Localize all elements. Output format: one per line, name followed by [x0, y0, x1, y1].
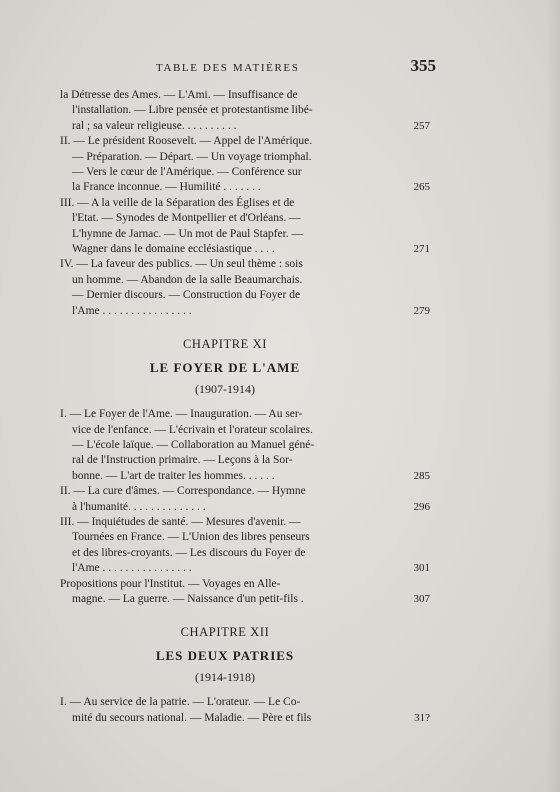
- toc-entry: [60, 407, 430, 484]
- toc-entry-line: Wagner dans le domaine ecclésiastique . . . .: [72, 243, 275, 256]
- toc-entry-line: l'installation. — Libre pensée et protestantisme libé-: [72, 104, 313, 117]
- table-of-contents: [60, 88, 430, 726]
- toc-entry: [60, 257, 430, 319]
- toc-entry: [60, 577, 430, 608]
- chapter-xii-title: LES DEUX PATRIES: [155, 648, 295, 664]
- page-number: 355: [410, 56, 436, 75]
- chapter-xii-heading: CHAPITRE XII: [180, 625, 270, 640]
- toc-entry-line: Tournées en France. — L'Union des libres penseurs: [72, 531, 310, 544]
- toc-entry-page-number: 285: [413, 469, 430, 482]
- toc-entry-line: ral de l'Instruction primaire. — Leçons à la Sor-: [72, 454, 293, 467]
- chapter-xi-title: LE FOYER DE L'AME: [149, 360, 301, 376]
- chapter-xi-dates: (1907-1914): [195, 382, 255, 397]
- toc-entry-page-number: 307: [413, 592, 430, 605]
- toc-entry-line: — Préparation. — Départ. — Un voyage triomphal.: [72, 150, 312, 163]
- toc-entry: [60, 695, 430, 726]
- toc-entry-page-number: 265: [413, 181, 430, 194]
- toc-entry-line: I. — Au service de la patrie. — L'orateur. — Le Co-: [60, 696, 301, 709]
- toc-entry-line: — Vers le cœur de l'Amérique. — Conférence sur: [72, 166, 302, 179]
- page-header: [56, 56, 436, 76]
- toc-entry-page-number: 257: [413, 119, 430, 132]
- toc-entry-line: l'Ame . . . . . . . . . . . . . . . .: [72, 304, 192, 317]
- toc-entry-line: IV. — La faveur des publics. — Un seul thème : sois: [60, 258, 303, 271]
- toc-entry-line: Propositions pour l'Institut. — Voyages en Alle-: [60, 577, 281, 590]
- page-edge-shadow: [546, 0, 560, 792]
- chapter-xi-entries: [60, 407, 430, 607]
- toc-entry-page-number: 271: [413, 243, 430, 256]
- toc-entry-line: ral ; sa valeur religieuse. . . . . . . . . .: [72, 119, 237, 132]
- toc-entry-line: la France inconnue. — Humilité . . . . . . .: [72, 181, 261, 194]
- toc-entry-line: l'Etat. — Synodes de Montpellier et d'Orléans. —: [72, 212, 301, 225]
- toc-entry-line: III. — Inquiétudes de santé. — Mesures d'avenir. —: [60, 515, 301, 528]
- chapter-xi-heading: CHAPITRE XI: [182, 337, 268, 352]
- toc-entry-page-number: 31?: [414, 711, 430, 724]
- toc-entry: [60, 134, 430, 196]
- toc-entry-page-number: 296: [413, 500, 430, 513]
- toc-entry-line: à l'humanité. . . . . . . . . . . . . .: [72, 500, 206, 513]
- toc-entry-line: L'hymne de Jarnac. — Un mot de Paul Stapfer. —: [72, 227, 304, 240]
- toc-entry-line: l'Ame . . . . . . . . . . . . . . . .: [72, 562, 192, 575]
- toc-entry-page-number: 301: [413, 562, 430, 575]
- running-title: TABLE DES MATIÈRES: [156, 62, 300, 74]
- toc-entry-line: II. — La cure d'âmes. — Correspondance. — Hymne: [60, 485, 306, 498]
- toc-entry-line: — L'école laïque. — Collaboration au Manuel géné-: [72, 438, 315, 451]
- toc-entry-line: un homme. — Abandon de la salle Beaumarchais.: [72, 273, 303, 286]
- toc-entry-line: vice de l'enfance. — L'écrivain et l'orateur scolaires.: [72, 423, 313, 436]
- toc-entry: [60, 88, 430, 134]
- toc-entry-page-number: 279: [413, 304, 430, 317]
- toc-entry-line: et des libres-croyants. — Les discours du Foyer de: [72, 546, 306, 559]
- chapter-xii-entries: [60, 695, 430, 726]
- toc-entry-line: la Détresse des Ames. — L'Ami. — Insuffisance de: [60, 89, 298, 101]
- toc-entry-line: bonne. — L'art de traiter les hommes. . . . . .: [72, 469, 275, 482]
- toc-entry: [60, 515, 430, 577]
- toc-entry: [60, 484, 430, 515]
- chapter-xii-dates: (1914-1918): [195, 670, 255, 685]
- chapter-x-entries: [60, 88, 430, 319]
- toc-entry-line: II. — Le président Roosevelt. — Appel de l'Amérique.: [60, 135, 313, 148]
- toc-entry-line: I. — Le Foyer de l'Ame. — Inauguration. — Au ser-: [60, 408, 303, 421]
- toc-entry-line: mité du secours national. — Maladie. — Père et fils: [72, 711, 312, 724]
- toc-entry: [60, 196, 430, 258]
- toc-entry-line: magne. — La guerre. — Naissance d'un petit-fils .: [72, 592, 304, 605]
- toc-entry-line: III. — A la veille de la Séparation des Églises et de: [60, 196, 295, 209]
- toc-entry-line: — Dernier discours. — Construction du Foyer de: [72, 289, 301, 302]
